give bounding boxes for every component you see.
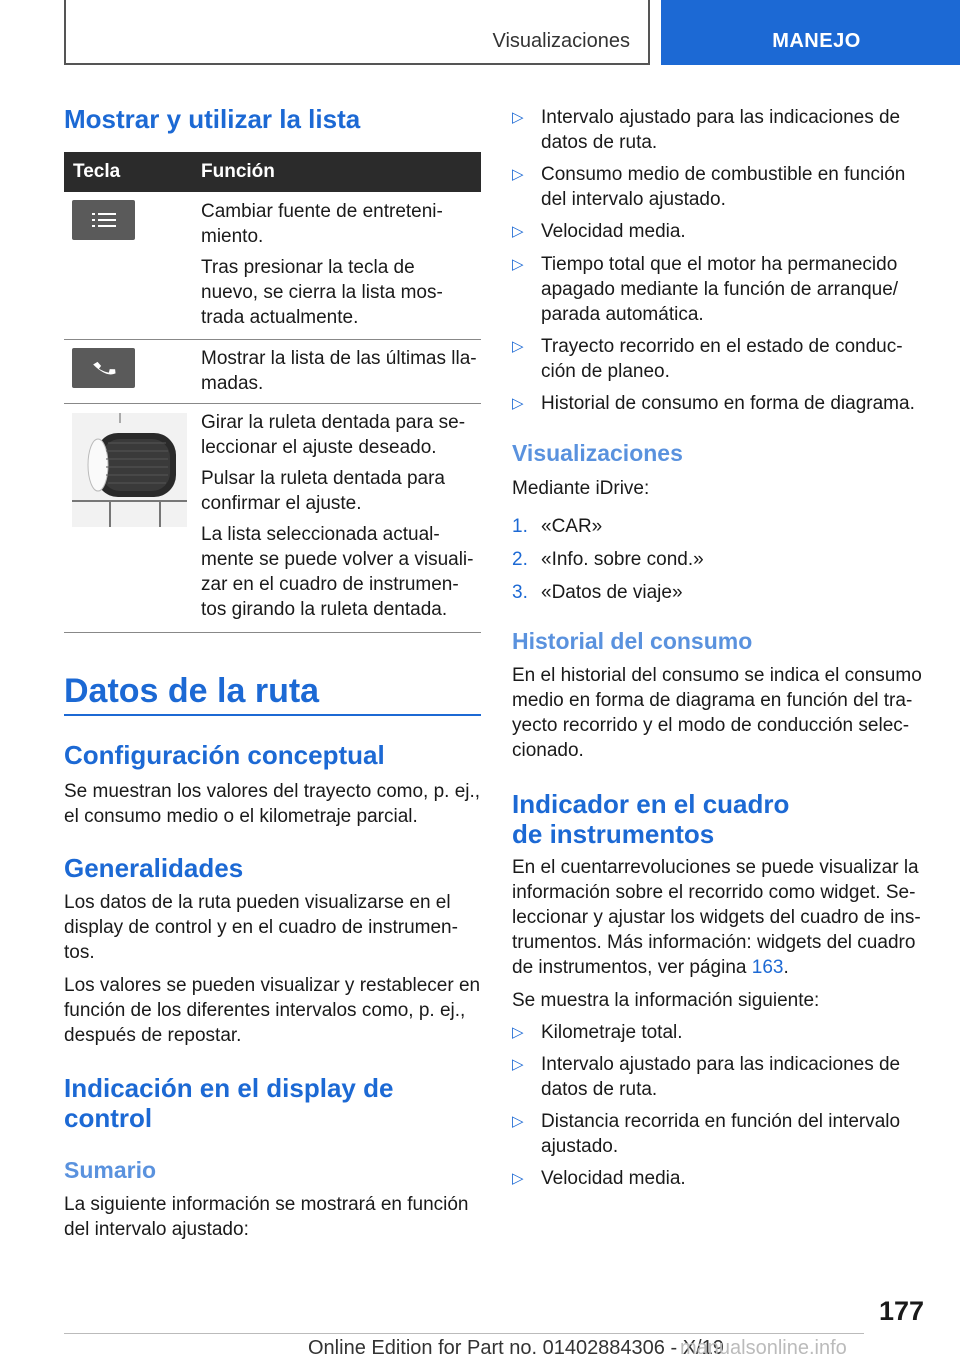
display-title: Indicación en el display de control bbox=[64, 1073, 394, 1133]
history-text: En el historial del consumo se indica el consumo medio en forma de diagrama en función del tra-yecto recorrido y el modo de conducción selec-cionado. bbox=[512, 665, 922, 761]
visual-title: Visualizaciones bbox=[512, 440, 683, 466]
general-text-2: Los valores se pueden visualizar y restablecer en función de los diferentes intervalos como, p. ej., después de repostar. bbox=[64, 975, 481, 1046]
summary-text: La siguiente información se mostrará en función del intervalo ajustado: bbox=[64, 1194, 469, 1240]
route-title: Datos de la ruta bbox=[64, 672, 320, 710]
table-header bbox=[64, 152, 481, 192]
section-title: Visualizaciones bbox=[492, 30, 630, 52]
chapter-tab: MANEJO bbox=[661, 0, 960, 65]
list-icon bbox=[72, 200, 135, 240]
table-row: Girar la ruleta dentada para se-leccionar el ajuste deseado. Pulsar la ruleta dentada para confirmar el ajuste. La lista seleccionada actual-mente se puede volver a visuali-zar en el cuadro de instrumen-tos girando la ruleta dentada. bbox=[201, 412, 474, 620]
cluster-text: En el cuentarrevoluciones se puede visualizar la información sobre el recorrido como widget. Se-leccionar y ajustar los widgets del cuadro de ins-trumentos. Más información: widgets del cuadro de instrumentos, ver página 163. bbox=[512, 857, 921, 978]
col-key: Tecla bbox=[73, 161, 121, 182]
visual-text: Mediante iDrive: bbox=[512, 478, 650, 499]
title-rule bbox=[64, 714, 481, 716]
table-row: Mostrar la lista de las últimas lla-madas. bbox=[201, 348, 477, 394]
col-function: Función bbox=[201, 161, 275, 182]
info-text: Se muestra la información siguiente: bbox=[512, 990, 820, 1011]
general-text-1: Los datos de la ruta pueden visualizarse en el display de control y en el cuadro de instrumen-tos. bbox=[64, 892, 458, 963]
concept-title: Configuración conceptual bbox=[64, 740, 385, 770]
row-divider bbox=[64, 632, 481, 633]
watermark: manualsonline.info bbox=[680, 1337, 847, 1359]
summary-title: Sumario bbox=[64, 1157, 157, 1183]
footer-rule bbox=[64, 1333, 864, 1334]
general-title: Generalidades bbox=[64, 853, 244, 883]
list-title: Mostrar y utilizar la lista bbox=[64, 104, 361, 134]
concept-text: Se muestran los valores del trayecto como, p. ej., el consumo medio o el kilometraje parcial. bbox=[64, 781, 481, 827]
history-title: Historial del consumo bbox=[512, 628, 753, 654]
table-row: Cambiar fuente de entreteni-miento. Tras presionar la tecla de nuevo, se cierra la lista mos-trada actualmente. bbox=[201, 201, 443, 328]
row-divider bbox=[64, 403, 481, 404]
cluster-title: Indicador en el cuadro de instrumentos bbox=[512, 789, 790, 849]
knurled-wheel-icon bbox=[72, 413, 187, 527]
row-divider bbox=[64, 339, 481, 340]
header-section-box bbox=[64, 0, 650, 65]
phone-icon bbox=[72, 348, 135, 388]
page-number: 177 bbox=[879, 1296, 925, 1326]
edition-text: Online Edition for Part no. 01402884306 - X/19 bbox=[308, 1337, 724, 1359]
page-ref-link[interactable]: 163 bbox=[751, 957, 784, 978]
